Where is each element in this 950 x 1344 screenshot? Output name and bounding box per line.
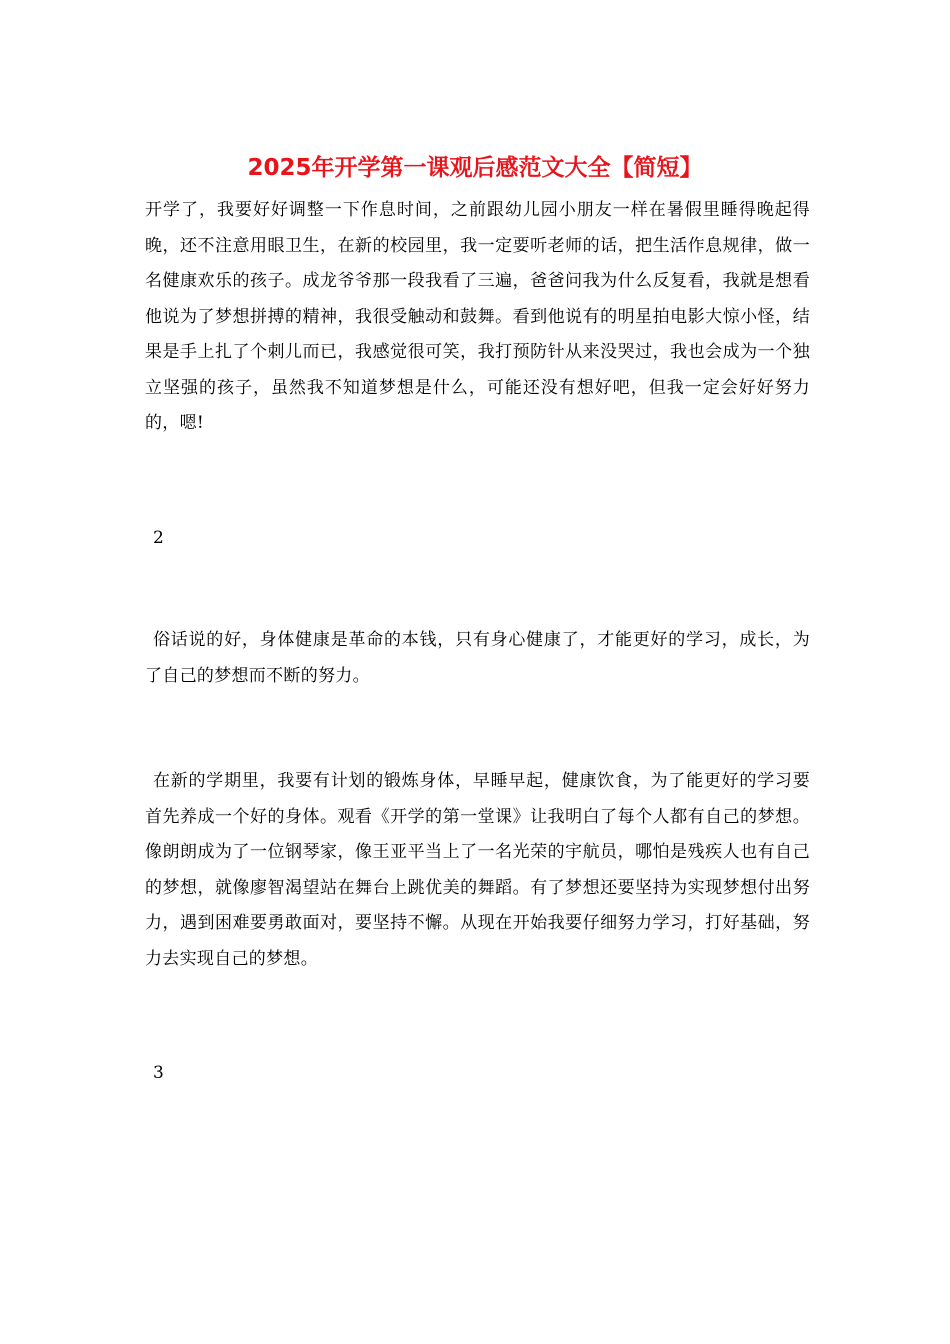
paragraph-3: 在新的学期里，我要有计划的锻炼身体，早睡早起，健康饮食，为了能更好的学习要首先养成一个好的身体。观看《开学的第一堂课》让我明白了每个人都有自己的梦想。像朗朗成为了一位钢琴家，像王亚平当上了一名光荣的宇航员，哪怕是残疾人也有自己的梦想，就像廖智渴望站在舞台上跳优美的舞蹈。有了梦想还要坚持为实现梦想付出努力，遇到困难要勇敢面对，要坚持不懈。从现在开始我要仔细努力学习，打好基础，努力去实现自己的梦想。 xyxy=(145,771,810,969)
paragraph-1: 开学了，我要好好调整一下作息时间，之前跟幼儿园小朋友一样在暑假里睡得晚起得晚，还不注意用眼卫生，在新的校园里，我一定要听老师的话，把生活作息规律，做一名健康欢乐的孩子。成龙爷爷那一段我看了三遍，爸爸问我为什么反复看，我就是想看他说为了梦想拼搏的精神，我很受触动和鼓舞。看到他说有的明星拍电影大惊小怪，结果是手上扎了个刺儿而已，我感觉很可笑，我打预防针从来没哭过，我也会成为一个独立坚强的孩子，虽然我不知道梦想是什么，可能还没有想好吧，但我一定会好好努力的，嗯! xyxy=(145,200,810,433)
document-title: 2025年开学第一课观后感范文大全【简短】 xyxy=(247,155,703,181)
section-number-3: 3 xyxy=(153,1063,164,1083)
section-number-2: 2 xyxy=(153,528,164,548)
paragraph-2: 俗话说的好，身体健康是革命的本钱，只有身心健康了，才能更好的学习，成长，为了自己的梦想而不断的努力。 xyxy=(145,630,810,686)
